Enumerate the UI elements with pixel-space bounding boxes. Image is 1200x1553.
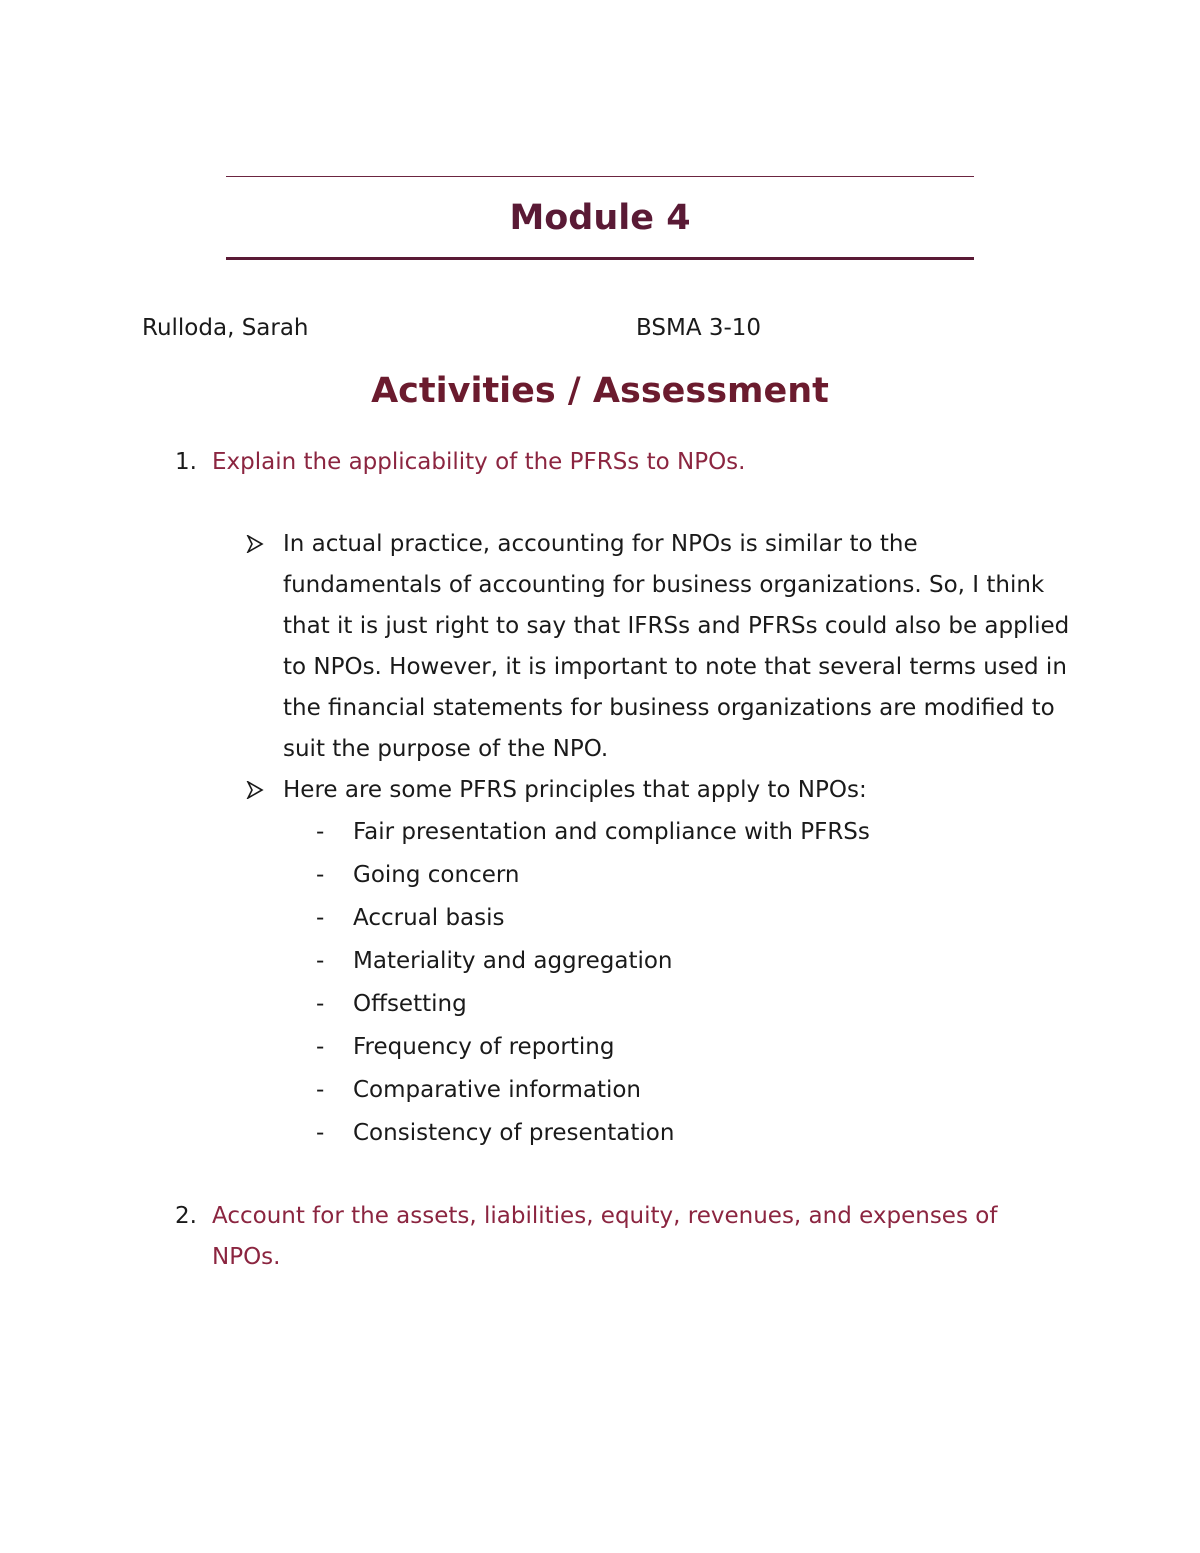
dash-bullet: - bbox=[316, 862, 325, 888]
question-2-text: Account for the assets, liabilities, equity, revenues, and expenses of NPOs. bbox=[212, 1203, 998, 1270]
arrowhead-bullet-icon bbox=[246, 781, 264, 799]
principle-label: Comparative information bbox=[353, 1077, 642, 1103]
dash-bullet: - bbox=[316, 1034, 325, 1060]
dash-bullet: - bbox=[316, 991, 325, 1017]
question-2-number: 2. bbox=[175, 1203, 197, 1229]
principle-label: Fair presentation and compliance with PFRSs bbox=[353, 819, 870, 845]
principles-intro: Here are some PFRS principles that apply to NPOs: bbox=[283, 777, 867, 803]
title-top-rule bbox=[226, 176, 974, 177]
dash-bullet: - bbox=[316, 948, 325, 974]
dash-bullet: - bbox=[316, 905, 325, 931]
principle-label: Offsetting bbox=[353, 991, 467, 1017]
student-name: Rulloda, Sarah bbox=[142, 315, 309, 341]
question-1-number: 1. bbox=[175, 449, 197, 475]
question-1-text: Explain the applicability of the PFRSs to NPOs. bbox=[212, 449, 746, 475]
principle-label: Consistency of presentation bbox=[353, 1120, 675, 1146]
module-title: Module 4 bbox=[509, 198, 691, 238]
student-section: BSMA 3-10 bbox=[636, 315, 762, 341]
principle-label: Going concern bbox=[353, 862, 520, 888]
title-bottom-rule bbox=[226, 257, 974, 260]
principle-label: Accrual basis bbox=[353, 905, 505, 931]
principle-label: Materiality and aggregation bbox=[353, 948, 673, 974]
dash-bullet: - bbox=[316, 1120, 325, 1146]
dash-bullet: - bbox=[316, 1077, 325, 1103]
arrowhead-bullet-icon bbox=[246, 535, 264, 553]
section-heading: Activities / Assessment bbox=[371, 371, 829, 411]
principle-label: Frequency of reporting bbox=[353, 1034, 615, 1060]
answer-paragraph: In actual practice, accounting for NPOs is similar to the fundamentals of accounting for business organizations. So, I think that it is just right to say that IFRSs and PFRSs could also be applied to NPOs. However, it is important to note that several terms used in the financial statements for business organizations are modified to suit the purpose of the NPO. bbox=[283, 531, 1070, 762]
dash-bullet: - bbox=[316, 819, 325, 845]
